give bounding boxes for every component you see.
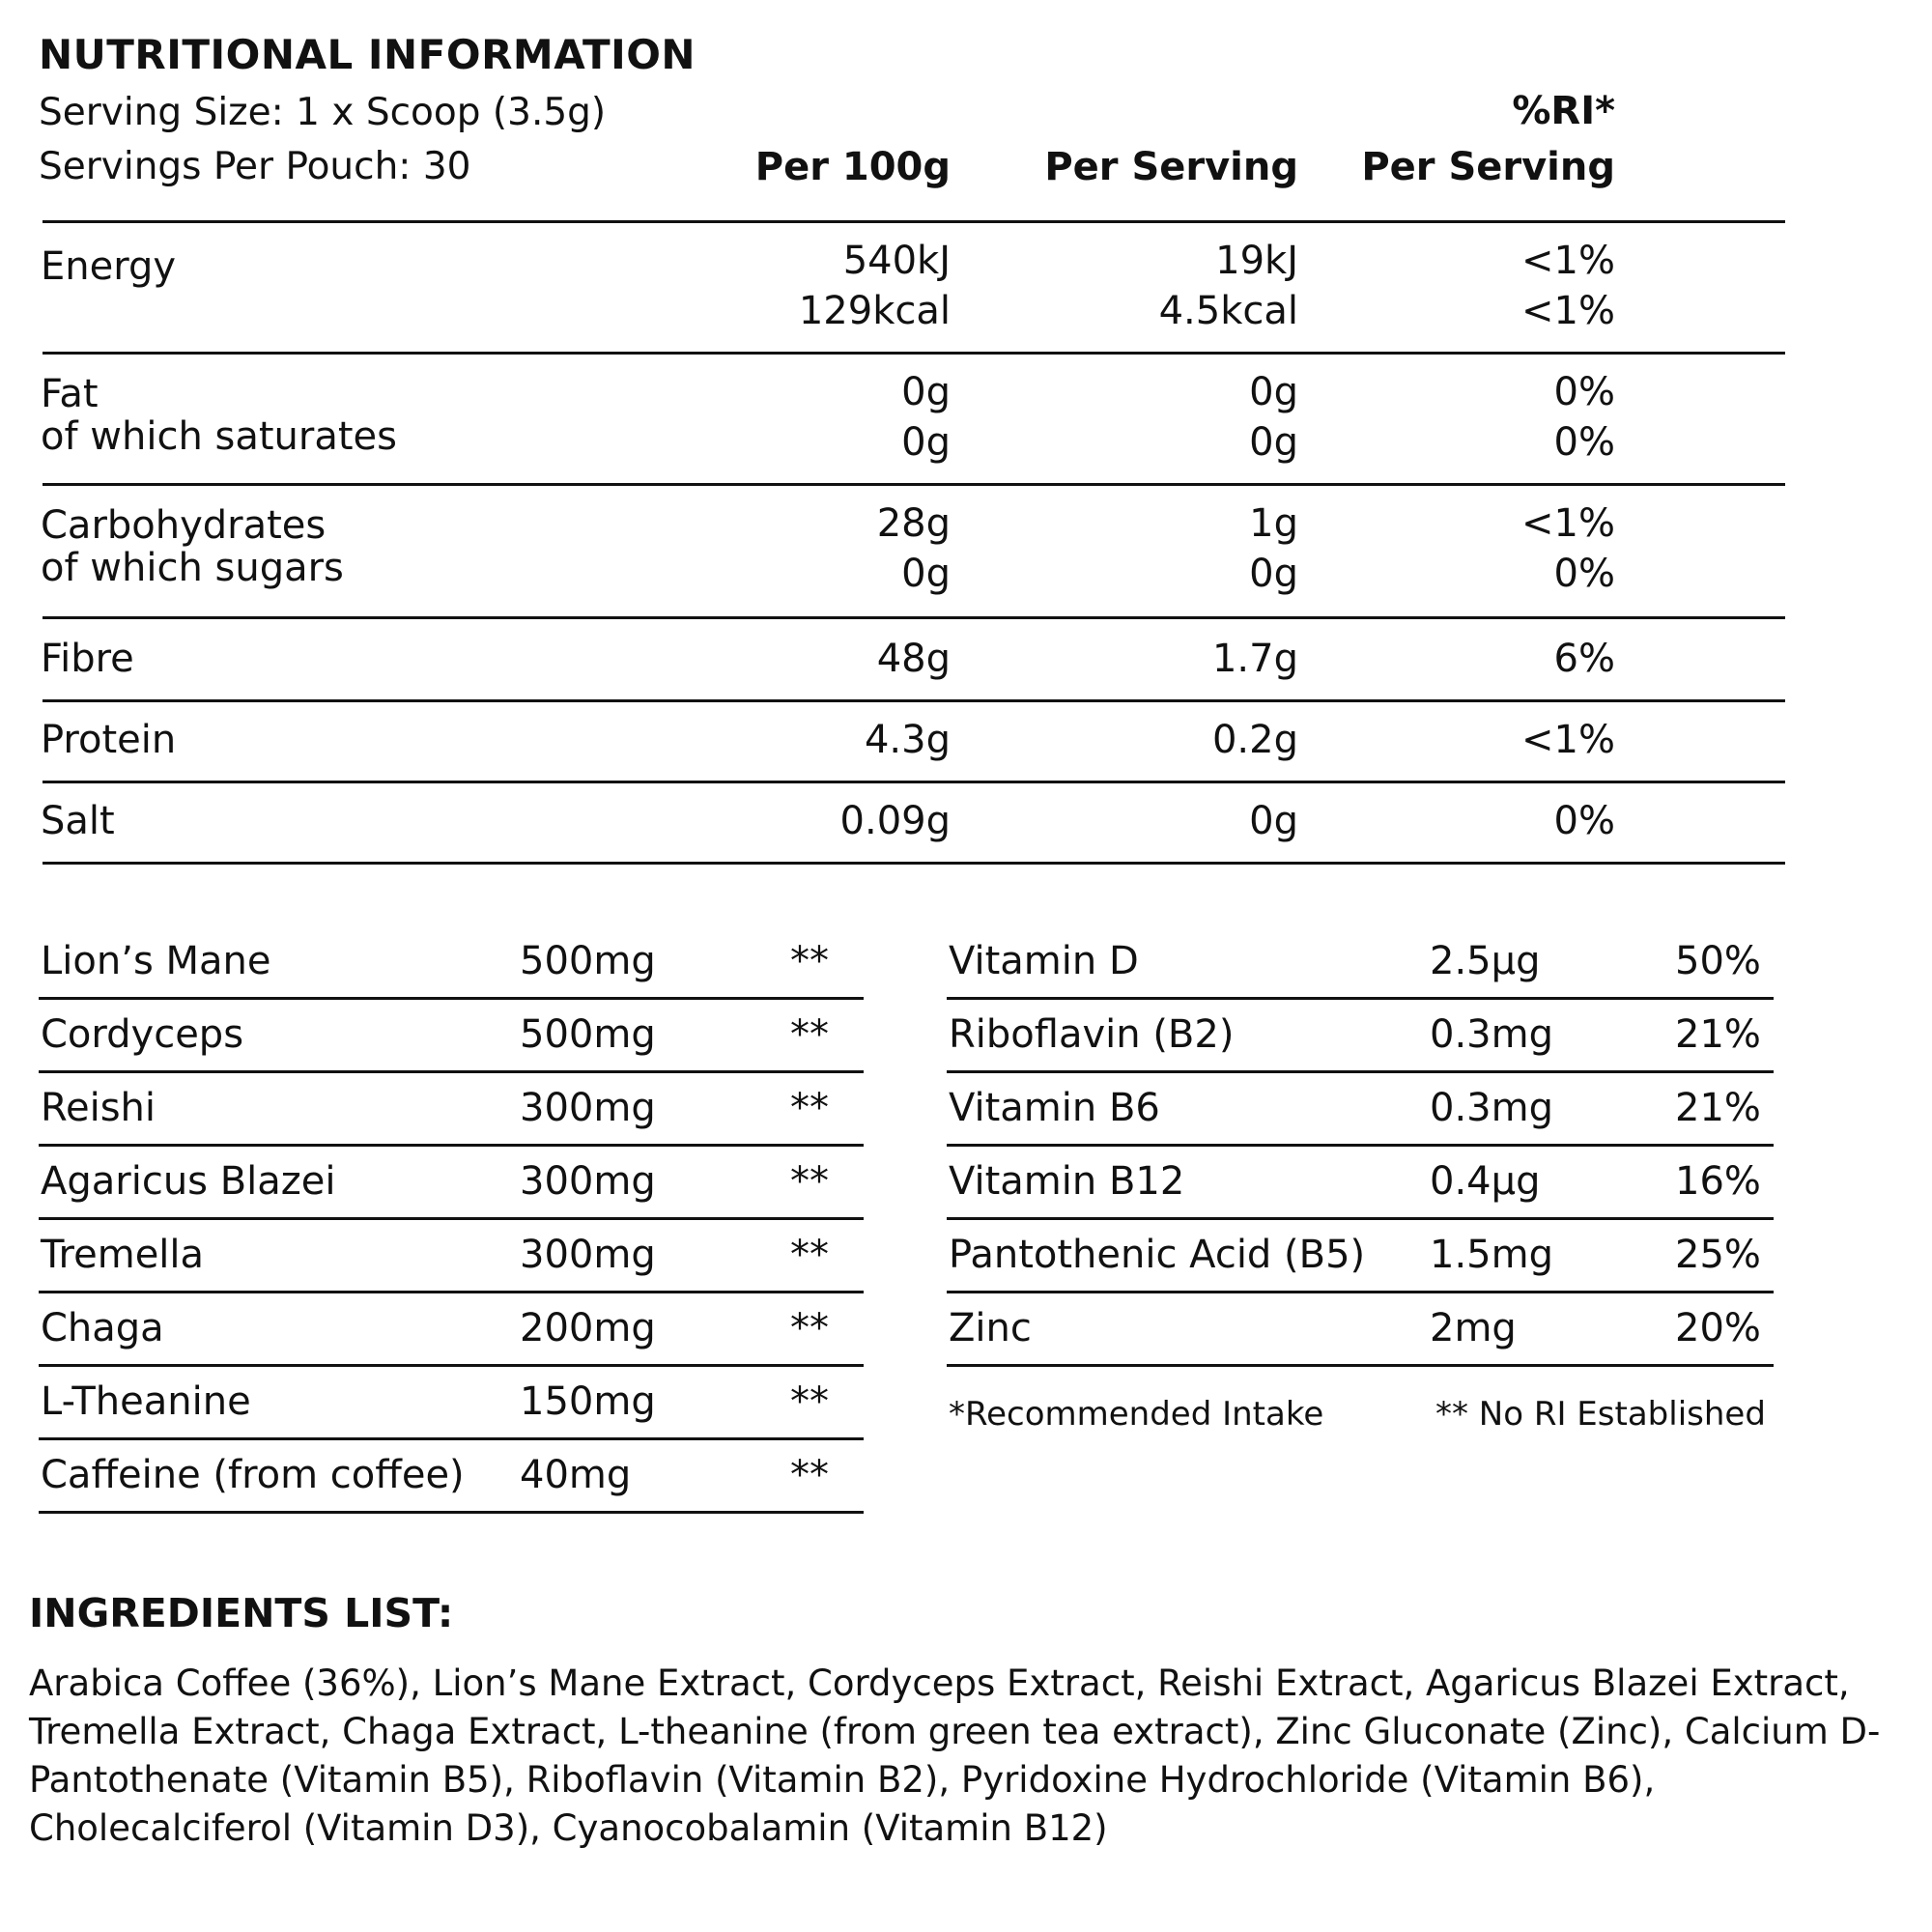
extract-ri: **: [790, 1453, 829, 1497]
nutrient-value: 48g: [876, 637, 951, 681]
nutrient-ri: 0%: [1553, 799, 1615, 843]
nutrient-value: 540kJ: [842, 239, 951, 283]
nutrient-label: Salt: [41, 799, 115, 843]
vitamin-amount: 2.5µg: [1430, 939, 1541, 983]
extract-name: Agaricus Blazei: [41, 1159, 336, 1204]
vitamin-amount: 0.3mg: [1430, 1086, 1553, 1130]
servings-per-pouch: Servings Per Pouch: 30: [39, 145, 471, 188]
nutrient-ri: <1%: [1521, 289, 1615, 333]
extract-ri: **: [790, 939, 829, 983]
extract-amount: 300mg: [520, 1159, 656, 1204]
extract-amount: 150mg: [520, 1379, 656, 1424]
nutrient-value: 4.5kcal: [1158, 289, 1298, 333]
vitamin-amount: 0.3mg: [1430, 1012, 1553, 1057]
extract-ri: **: [790, 1012, 829, 1057]
nutrient-value: 0g: [1249, 370, 1298, 414]
table-rule: [43, 616, 1785, 619]
extract-ri: **: [790, 1086, 829, 1130]
nutrient-ri: 0%: [1553, 552, 1615, 596]
nutrient-value: 0g: [1249, 420, 1298, 465]
vitamin-name: Vitamin B12: [949, 1159, 1185, 1204]
vitamin-ri: 21%: [1675, 1012, 1761, 1057]
table-rule: [43, 862, 1785, 865]
table-rule: [43, 483, 1785, 486]
nutrient-value: 4.3g: [864, 718, 951, 762]
vitamin-ri: 16%: [1675, 1159, 1761, 1204]
nutrient-value: 28g: [876, 501, 951, 546]
nutrient-value: 0.2g: [1211, 718, 1298, 762]
nutrient-ri: 0%: [1553, 370, 1615, 414]
table-rule: [947, 1217, 1774, 1220]
extract-ri: **: [790, 1159, 829, 1204]
extract-name: Lion’s Mane: [41, 939, 271, 983]
nutrient-value: 0.09g: [839, 799, 951, 843]
extract-name: L-Theanine: [41, 1379, 251, 1424]
serving-size: Serving Size: 1 x Scoop (3.5g): [39, 91, 607, 134]
vitamin-ri: 25%: [1675, 1233, 1761, 1277]
ingredients-text: Arabica Coffee (36%), Lion’s Mane Extract, Cordyceps Extract, Reishi Extract, Agaricus Blazei Extract, Tremella Extract, Chaga Extract, L-theanine (from green tea extract), Zinc Gluconate (Zinc), Calcium D-Pantothenate (Vitamin B5), Riboflavin (Vitamin B2), Pyridoxine Hydrochloride (Vitamin B6), Cholecalciferol (Vitamin D3), Cyanocobalamin (Vitamin B12): [29, 1662, 1881, 1849]
vitamin-name: Zinc: [949, 1306, 1032, 1350]
extract-name: Chaga: [41, 1306, 164, 1350]
extract-name: Reishi: [41, 1086, 156, 1130]
nutrient-label: Fat: [41, 372, 99, 416]
extract-amount: 500mg: [520, 1012, 656, 1057]
nutrient-sublabel: of which sugars: [41, 546, 344, 590]
vitamin-name: Vitamin D: [949, 939, 1139, 983]
table-rule: [39, 1364, 864, 1367]
extract-ri: **: [790, 1306, 829, 1350]
extract-amount: 200mg: [520, 1306, 656, 1350]
header-ri-per-serving: Per Serving: [1361, 145, 1615, 189]
extract-ri: **: [790, 1379, 829, 1424]
header-per-serving: Per Serving: [1044, 145, 1298, 189]
nutrient-label: Energy: [41, 244, 177, 289]
vitamin-name: Vitamin B6: [949, 1086, 1160, 1130]
table-rule: [39, 1291, 864, 1293]
nutrient-value: 0g: [1249, 552, 1298, 596]
table-rule: [43, 699, 1785, 702]
nutrient-sublabel: of which saturates: [41, 414, 397, 459]
extract-amount: 500mg: [520, 939, 656, 983]
footnote-ri: *Recommended Intake: [949, 1395, 1324, 1434]
nutrient-value: 19kJ: [1215, 239, 1298, 283]
nutrient-value: 0g: [901, 552, 951, 596]
table-rule: [43, 352, 1785, 355]
table-rule: [947, 1144, 1774, 1147]
table-rule: [947, 997, 1774, 1000]
nutrient-value: 129kcal: [798, 289, 951, 333]
nutrient-value: 1.7g: [1211, 637, 1298, 681]
table-rule: [39, 1511, 864, 1514]
extract-ri: **: [790, 1233, 829, 1277]
table-rule: [39, 1437, 864, 1440]
extract-amount: 40mg: [520, 1453, 632, 1497]
extract-name: Cordyceps: [41, 1012, 244, 1057]
extract-name: Tremella: [41, 1233, 205, 1277]
table-rule: [39, 1217, 864, 1220]
vitamin-ri: 50%: [1675, 939, 1761, 983]
extract-amount: 300mg: [520, 1086, 656, 1130]
header-ri: %RI*: [1512, 89, 1615, 133]
nutrient-value: 0g: [901, 420, 951, 465]
table-rule: [39, 997, 864, 1000]
vitamin-amount: 1.5mg: [1430, 1233, 1553, 1277]
nutrient-value: 1g: [1249, 501, 1298, 546]
header-per-100g: Per 100g: [754, 145, 951, 189]
nutrient-label: Protein: [41, 718, 177, 762]
nutrient-ri: <1%: [1521, 501, 1615, 546]
table-rule: [39, 1144, 864, 1147]
table-rule: [43, 781, 1785, 783]
vitamin-ri: 21%: [1675, 1086, 1761, 1130]
vitamin-name: Pantothenic Acid (B5): [949, 1233, 1366, 1277]
table-rule: [947, 1291, 1774, 1293]
nutrient-ri: <1%: [1521, 718, 1615, 762]
vitamin-ri: 20%: [1675, 1306, 1761, 1350]
nutrient-ri: 0%: [1553, 420, 1615, 465]
page-title: NUTRITIONAL INFORMATION: [39, 31, 696, 78]
nutrient-label: Carbohydrates: [41, 503, 327, 548]
vitamin-amount: 0.4µg: [1430, 1159, 1541, 1204]
nutrient-label: Fibre: [41, 637, 134, 681]
table-rule: [39, 1070, 864, 1073]
nutrient-value: 0g: [901, 370, 951, 414]
ingredients-title: INGREDIENTS LIST:: [29, 1590, 454, 1636]
nutrient-ri: 6%: [1553, 637, 1615, 681]
extract-amount: 300mg: [520, 1233, 656, 1277]
vitamin-name: Riboflavin (B2): [949, 1012, 1235, 1057]
extract-name: Caffeine (from coffee): [41, 1453, 465, 1497]
table-rule: [947, 1070, 1774, 1073]
nutrient-ri: <1%: [1521, 239, 1615, 283]
vitamin-amount: 2mg: [1430, 1306, 1517, 1350]
table-rule: [43, 220, 1785, 223]
table-rule: [947, 1364, 1774, 1367]
footnote-no-ri: ** No RI Established: [1435, 1395, 1766, 1434]
nutrient-value: 0g: [1249, 799, 1298, 843]
